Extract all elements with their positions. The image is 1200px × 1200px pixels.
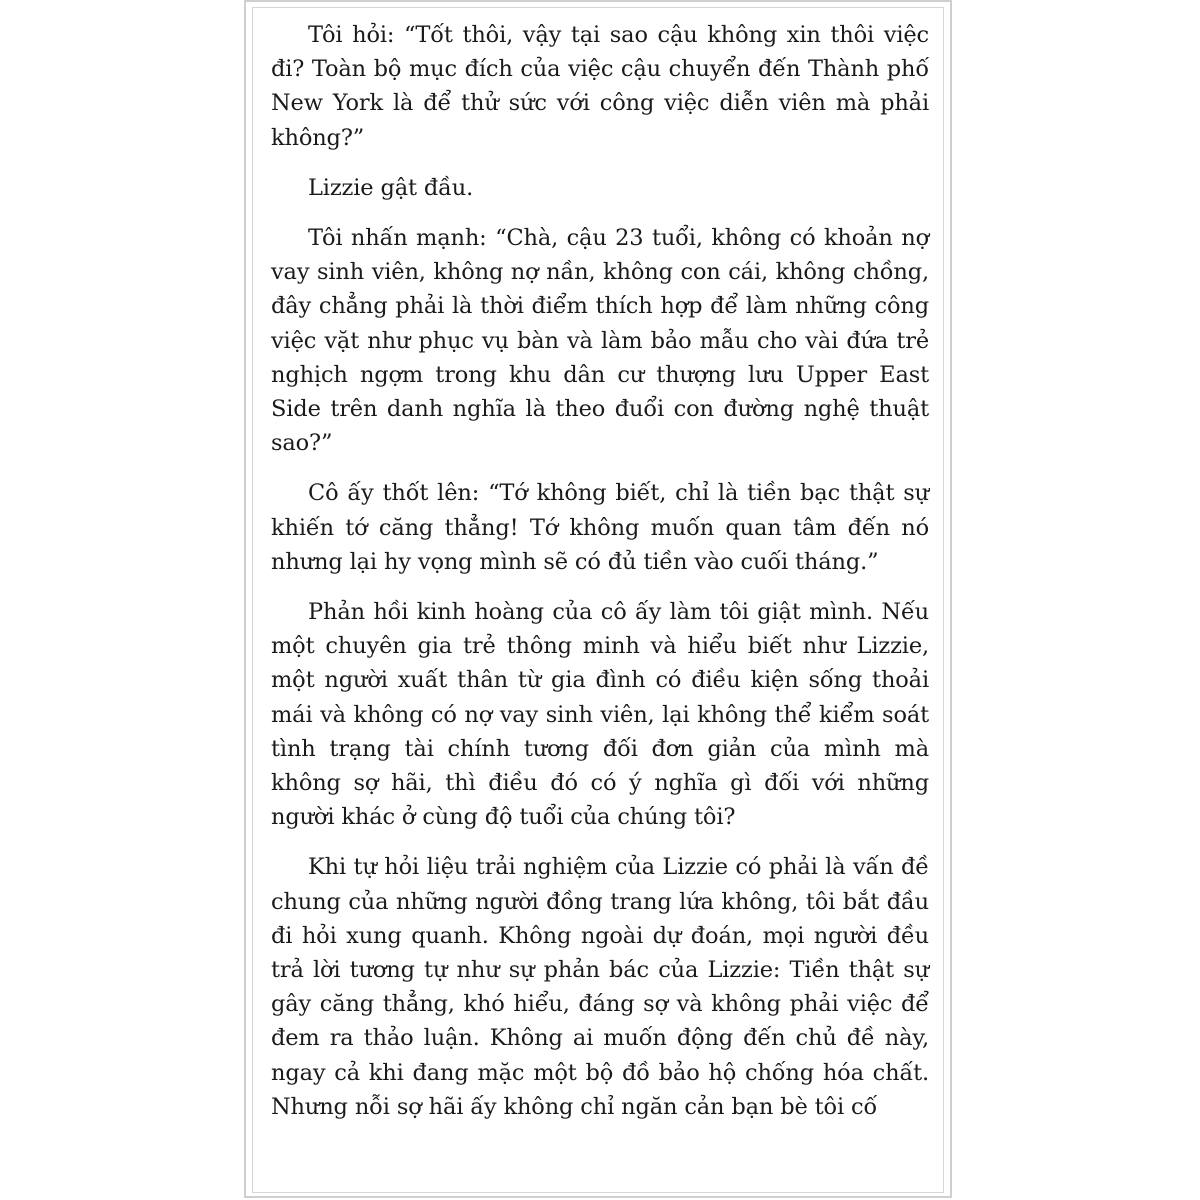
paragraph-6: Khi tự hỏi liệu trải nghiệm của Lizzie có phải là vấn đề chung của những người đồng trang lứa không, tôi bắt đầu đi hỏi xung quanh. Không ngoài dự đoán, mọi người đều trả lời tương tự như sự phản bác của Lizzie: Tiền thật sự gây căng thẳng, khó hiểu, đáng sợ và không phải việc để đem ra thảo luận. Không ai muốn động đến chủ đề này, ngay cả khi đang mặc một bộ đồ bảo hộ chống hóa chất. Nhưng nỗi sợ hãi ấy không chỉ ngăn cản bạn bè tôi cố [271, 854, 929, 1120]
paragraph-2: Lizzie gật đầu. [308, 174, 474, 201]
paragraph-3: Tôi nhấn mạnh: “Chà, cậu 23 tuổi, không có khoản nợ vay sinh viên, không nợ nần, không con cái, không chồng, đây chẳng phải là thời điểm thích hợp để làm những công việc vặt như phục vụ bàn và làm bảo mẫu cho vài đứa trẻ nghịch ngợm trong khu dân cư thượng lưu Upper East Side trên danh nghĩa là theo đuổi con đường nghệ thuật sao?” [271, 225, 929, 457]
paragraph-4: Cô ấy thốt lên: “Tớ không biết, chỉ là tiền bạc thật sự khiến tớ căng thẳng! Tớ không muốn quan tâm đến nó nhưng lại hy vọng mình sẽ có đủ tiền vào cuối tháng.” [271, 480, 929, 575]
paragraph-5: Phản hồi kinh hoàng của cô ấy làm tôi giật mình. Nếu một chuyên gia trẻ thông minh và hiểu biết như Lizzie, một người xuất thân từ gia đình có điều kiện sống thoải mái và không có nợ vay sinh viên, lại không thể kiểm soát tình trạng tài chính tương đối đơn giản của mình mà không sợ hãi, thì điều đó có ý nghĩa gì đối với những người khác ở cùng độ tuổi của chúng tôi? [271, 599, 929, 831]
paragraph-1: Tôi hỏi: “Tốt thôi, vậy tại sao cậu không xin thôi việc đi? Toàn bộ mục đích của việc cậu chuyển đến Thành phố New York là để thử sức với công việc diễn viên mà phải không?” [271, 22, 929, 151]
book-page-text [271, 18, 929, 1140]
